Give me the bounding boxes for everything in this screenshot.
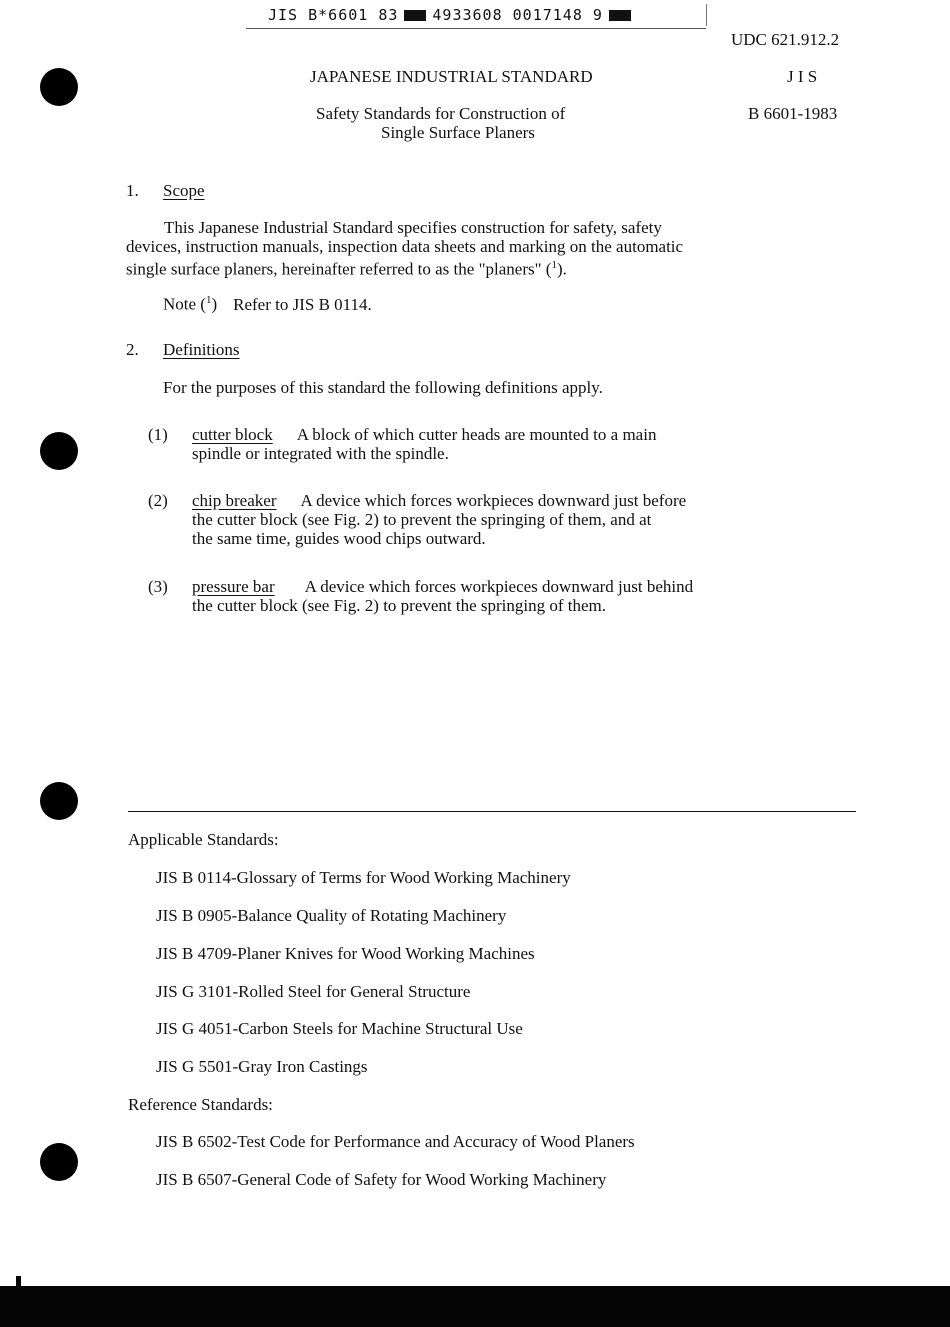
reference-standards-heading: Reference Standards: bbox=[128, 1095, 273, 1114]
definition-line2: the cutter block (see Fig. 2) to prevent the springing of them. bbox=[192, 596, 607, 615]
section1-title: Scope bbox=[163, 181, 205, 200]
section1-number: 1. bbox=[126, 181, 139, 200]
applicable-standard-item: JIS G 4051-Carbon Steels for Machine Structural Use bbox=[156, 1019, 523, 1038]
reference-standard-item: JIS B 6507-General Code of Safety for Wood Working Machinery bbox=[156, 1170, 607, 1189]
binder-hole bbox=[40, 432, 78, 470]
scope-line3-end: ). bbox=[556, 259, 567, 279]
applicable-standard-item: JIS B 0114-Glossary of Terms for Wood Working Machinery bbox=[156, 868, 571, 887]
document-title-line2: Single Surface Planers bbox=[381, 123, 535, 142]
definition-term: chip breaker bbox=[192, 491, 277, 510]
reference-standard-item: JIS B 6502-Test Code for Performance and Accuracy of Wood Planers bbox=[156, 1132, 635, 1151]
binder-hole bbox=[40, 782, 78, 820]
applicable-standard-item: JIS B 4709-Planer Knives for Wood Working Machines bbox=[156, 944, 535, 963]
scan-header-code bbox=[268, 6, 637, 24]
document-title-line1: Safety Standards for Construction of bbox=[316, 104, 566, 123]
definition-term: cutter block bbox=[192, 425, 273, 444]
note-text: Refer to JIS B 0114. bbox=[233, 294, 372, 314]
definition-item bbox=[148, 425, 868, 463]
note-sup: 1 bbox=[205, 294, 212, 306]
udc-number: UDC 621.912.2 bbox=[731, 30, 840, 49]
definition-line2: the cutter block (see Fig. 2) to prevent the springing of them, and at bbox=[192, 510, 652, 529]
definition-number: (2) bbox=[148, 491, 168, 510]
definition-line2: spindle or integrated with the spindle. bbox=[192, 444, 449, 463]
section2-number: 2. bbox=[126, 340, 139, 359]
note-close: ) bbox=[211, 294, 218, 314]
scan-code-part1: JIS B*6601 83 bbox=[268, 6, 399, 24]
scope-note bbox=[163, 294, 372, 315]
applicable-standard-item: JIS G 3101-Rolled Steel for General Structure bbox=[156, 982, 471, 1001]
applicable-standards-heading: Applicable Standards: bbox=[128, 830, 279, 849]
standard-title: JAPANESE INDUSTRIAL STANDARD bbox=[310, 67, 593, 86]
binder-hole bbox=[40, 68, 78, 106]
scope-line1: This Japanese Industrial Standard specifies construction for safety, safety bbox=[164, 218, 662, 237]
scan-block-mark bbox=[609, 10, 631, 21]
definition-line1: A device which forces workpieces downward just before bbox=[300, 491, 687, 510]
definition-number: (1) bbox=[148, 425, 168, 444]
scan-header-tick bbox=[706, 4, 707, 26]
binder-hole bbox=[40, 1143, 78, 1181]
scope-line3 bbox=[126, 256, 876, 279]
scan-code-part2: 4933608 0017148 9 bbox=[432, 6, 603, 24]
scope-footnote-sup: 1 bbox=[551, 259, 557, 271]
footnote-rule bbox=[128, 811, 856, 812]
scope-line2: devices, instruction manuals, inspection data sheets and marking on the automatic bbox=[126, 237, 684, 256]
definitions-intro: For the purposes of this standard the following definitions apply. bbox=[163, 378, 603, 397]
definition-line1: A block of which cutter heads are mounted to a main bbox=[296, 425, 657, 444]
note-label: Note ( bbox=[163, 294, 206, 314]
scope-line3-text: single surface planers, hereinafter referred to as the "planers" ( bbox=[126, 259, 552, 279]
definition-line1: A device which forces workpieces downward just behind bbox=[304, 577, 694, 596]
definition-item bbox=[148, 577, 868, 615]
applicable-standard-item: JIS G 5501-Gray Iron Castings bbox=[156, 1057, 368, 1076]
jis-mark: J I S bbox=[787, 67, 818, 86]
definition-item bbox=[148, 491, 868, 548]
standard-number: B 6601-1983 bbox=[748, 104, 838, 123]
scan-bottom-bar bbox=[0, 1286, 950, 1327]
definition-term: pressure bar bbox=[192, 577, 275, 596]
scan-header-rule bbox=[246, 28, 706, 29]
section2-title: Definitions bbox=[163, 340, 240, 359]
applicable-standard-item: JIS B 0905-Balance Quality of Rotating Machinery bbox=[156, 906, 507, 925]
scope-paragraph bbox=[126, 218, 876, 279]
scan-block-mark bbox=[404, 10, 426, 21]
definition-number: (3) bbox=[148, 577, 168, 596]
definition-line3: the same time, guides wood chips outward. bbox=[192, 529, 486, 548]
